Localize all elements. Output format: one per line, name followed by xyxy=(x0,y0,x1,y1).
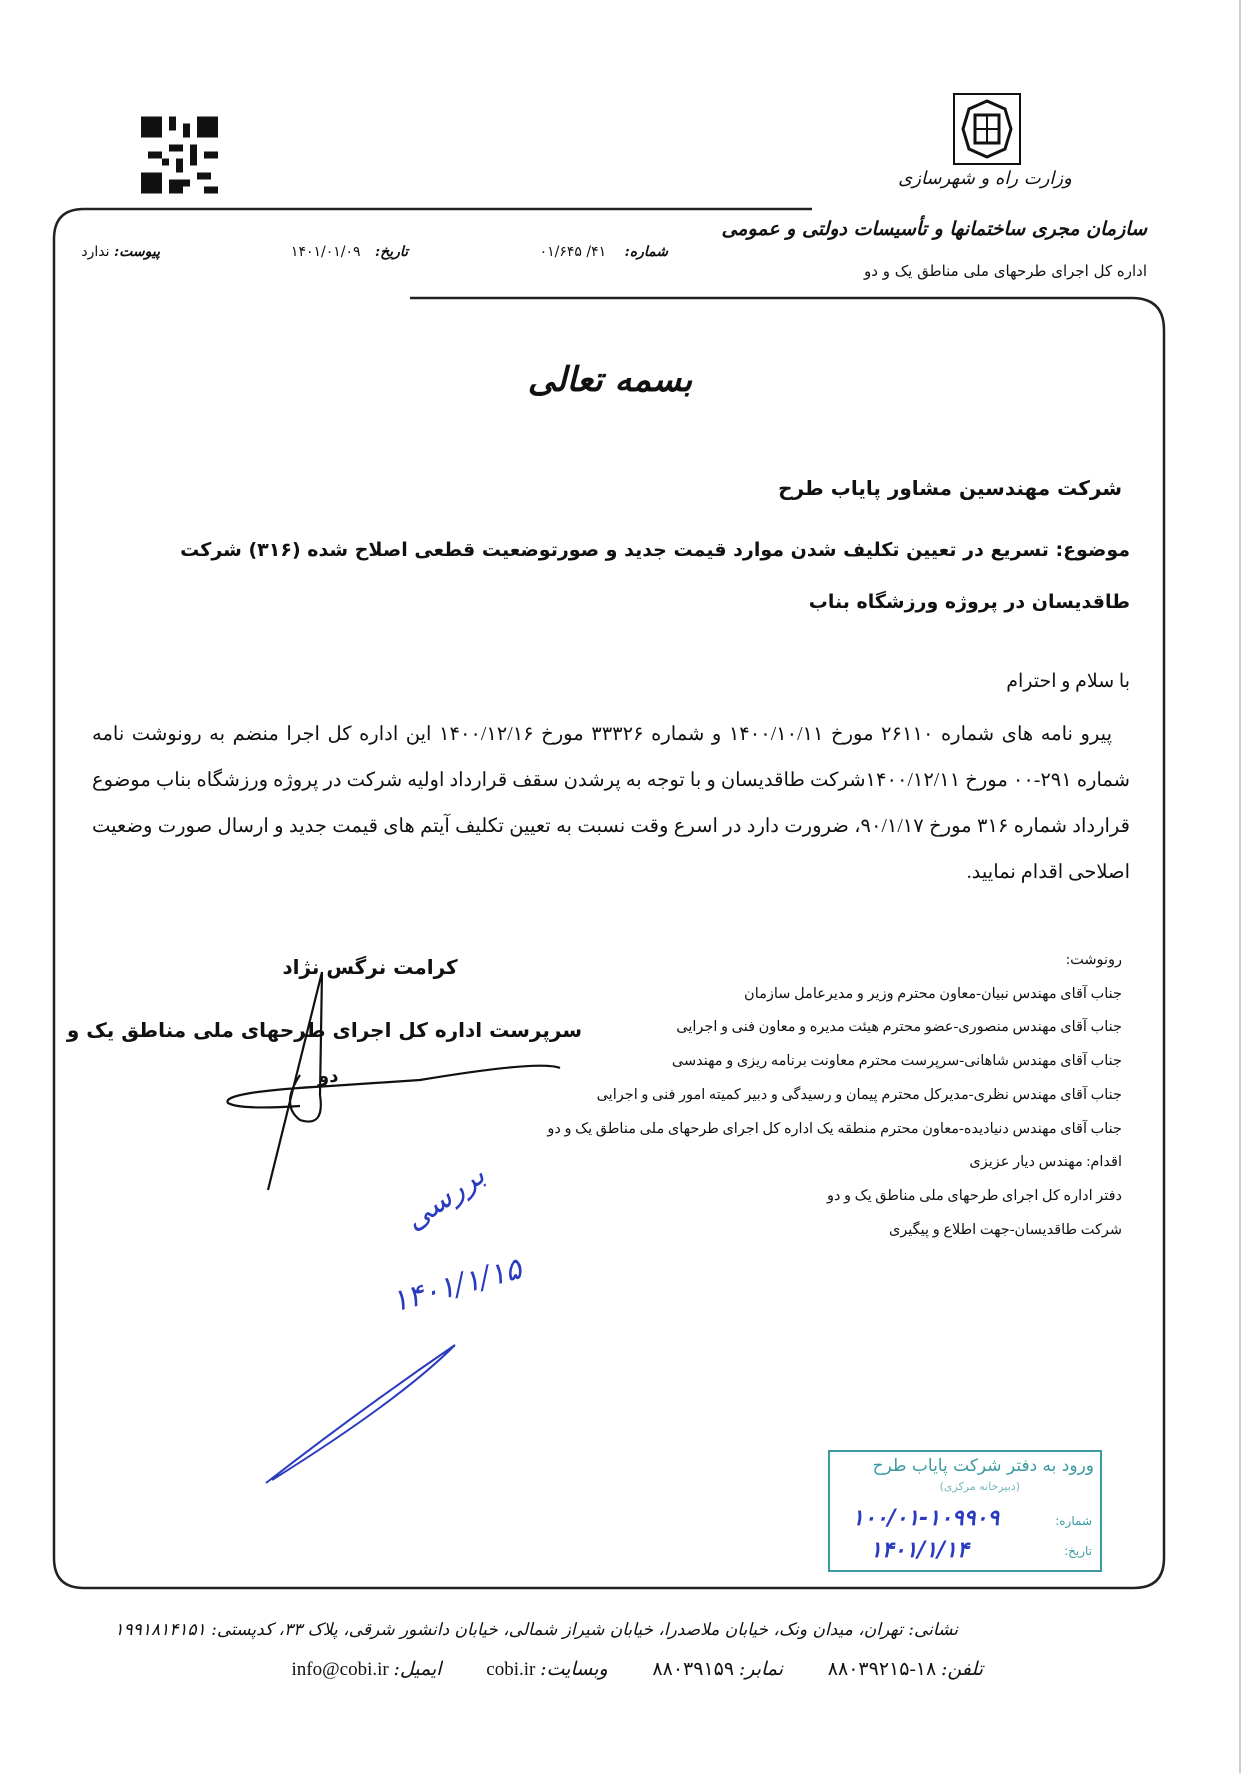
footer-fax: نمابر: ۸۸۰۳۹۱۵۹ xyxy=(652,1658,784,1680)
cc-item: جناب آقای مهندس شاهانی-سرپرست محترم معاونت برنامه ریزی و مهندسی xyxy=(671,1053,1122,1070)
footer-contacts xyxy=(252,1658,983,1681)
number-label: شماره: xyxy=(624,244,668,260)
cc-item: جناب آقای مهندس منصوری-عضو محترم هیئت مدیره و معاون فنی و اجرایی xyxy=(676,1019,1122,1036)
number-value: ۴۱/ ۰۱/۶۴۵ xyxy=(539,244,607,260)
cc-item: جناب آقای مهندس دنیادیده-معاون محترم منطقه یک اداره کل اجرای طرحهای ملی مناطق یک و دو xyxy=(547,1120,1122,1137)
footer-email[interactable]: ایمیل: info@cobi.ir xyxy=(291,1658,442,1680)
cc-item: اقدام: مهندس دیار عزیزی xyxy=(969,1154,1122,1171)
letter-date xyxy=(291,244,408,260)
signatory-title-cont: دو xyxy=(318,1066,339,1087)
stamp-date-value: ۱۴۰۱/۱/۱۴ xyxy=(870,1538,969,1563)
receipt-stamp xyxy=(828,1450,1102,1572)
department-name: اداره کل اجرای طرحهای ملی مناطق یک و دو xyxy=(864,262,1147,280)
signatory-name: کرامت نرگس نژاد xyxy=(282,955,458,979)
stamp-subtitle: (دبیرخانه مرکزی) xyxy=(939,1480,1020,1493)
subject: موضوع: تسریع در تعیین تکلیف شدن موارد قیمت جدید و صورتوضعیت قطعی اصلاح شده (۳۱۶) شرکت طاقدیسان در پروژه ورزشگاه بناب xyxy=(180,539,1130,613)
handwritten-note: بررسی xyxy=(398,1157,492,1238)
cc-item: جناب آقای مهندس نظری-مدیرکل محترم پیمان و رسیدگی و دبیر کمیته امور فنی و اجرایی xyxy=(596,1086,1122,1103)
attachment-label: پیوست: xyxy=(114,244,160,260)
pen-stroke xyxy=(266,1345,455,1483)
letter-number xyxy=(540,244,668,260)
footer-website[interactable]: وبسایت: cobi.ir xyxy=(486,1658,608,1680)
cc-heading: رونوشت: xyxy=(1066,952,1122,968)
attachment-value: ندارد xyxy=(81,244,110,260)
stamp-title: ورود به دفتر شرکت پایاب طرح xyxy=(872,1456,1094,1476)
signature-scribble xyxy=(227,972,560,1190)
stamp-number-label: شماره: xyxy=(1055,1514,1092,1528)
footer-address: نشانی: تهران، میدان ونک، خیابان ملاصدرا، خیابان شیراز شمالی، خیابان دانشور شرقی، پلاک ۳۳، کدپستی: ۱۹۹۱۸۱۴۱۵۱ xyxy=(114,1620,958,1640)
qr-code xyxy=(141,116,218,194)
cc-list xyxy=(547,944,1122,1247)
date-value: ۱۴۰۱/۰۱/۰۹ xyxy=(290,244,361,260)
letter-body: پیرو نامه های شماره ۲۶۱۱۰ مورخ ۱۴۰۰/۱۰/۱۱ و شماره ۳۳۳۲۶ مورخ ۱۴۰۰/۱۲/۱۶ این اداره کل اجرا منضم به رونوشت نامه شماره ۲۹۱-۰۰ مورخ ۱۴۰۰/۱۲/۱۱شرکت طاقدیسان و با توجه به پرشدن سقف قرارداد اولیه شرکت در پروژه ورزشگاه بناب موضوع قرارداد شماره ۳۱۶ مورخ ۹۰/۱/۱۷، ضرورت دارد در اسرع وقت نسبت به تعیین تکلیف آیتم های قیمت جدید و ارسال صورت وضعیت اصلاحی اقدام نمایید. xyxy=(92,724,1131,883)
organization-name: سازمان مجری ساختمانها و تأسیسات دولتی و عمومی xyxy=(721,218,1147,240)
footer-phone: تلفن: ۸۸۰۳۹۲۱۵-۱۸ xyxy=(827,1658,983,1680)
stamp-date-label: تاریخ: xyxy=(1064,1544,1092,1558)
greeting: با سلام و احترام xyxy=(1006,671,1130,692)
letter-attachment xyxy=(81,244,160,260)
ministry-logo xyxy=(953,93,1021,165)
cc-item: شرکت طاقدیسان-جهت اطلاع و پیگیری xyxy=(888,1221,1122,1238)
handwritten-date: ۱۴۰۱/۱/۱۵ xyxy=(387,1251,526,1320)
date-label: تاریخ: xyxy=(374,244,408,260)
cc-item: دفتر اداره کل اجرای طرحهای ملی مناطق یک و دو xyxy=(826,1187,1122,1204)
cc-item: جناب آقای مهندس نبیان-معاون محترم وزیر و مدیرعامل سازمان xyxy=(744,985,1122,1002)
recipient: شرکت مهندسین مشاور پایاب طرح xyxy=(778,476,1122,500)
basmala: بسمه تعالی xyxy=(527,360,693,400)
stamp-number-value: ۱۰۰/۰۱-۱۰۹۹۰۹ xyxy=(852,1506,1000,1531)
ministry-name: وزارت راه و شهرسازی xyxy=(898,168,1072,189)
signatory-title: سرپرست اداره کل اجرای طرحهای ملی مناطق یک و xyxy=(66,1018,582,1042)
